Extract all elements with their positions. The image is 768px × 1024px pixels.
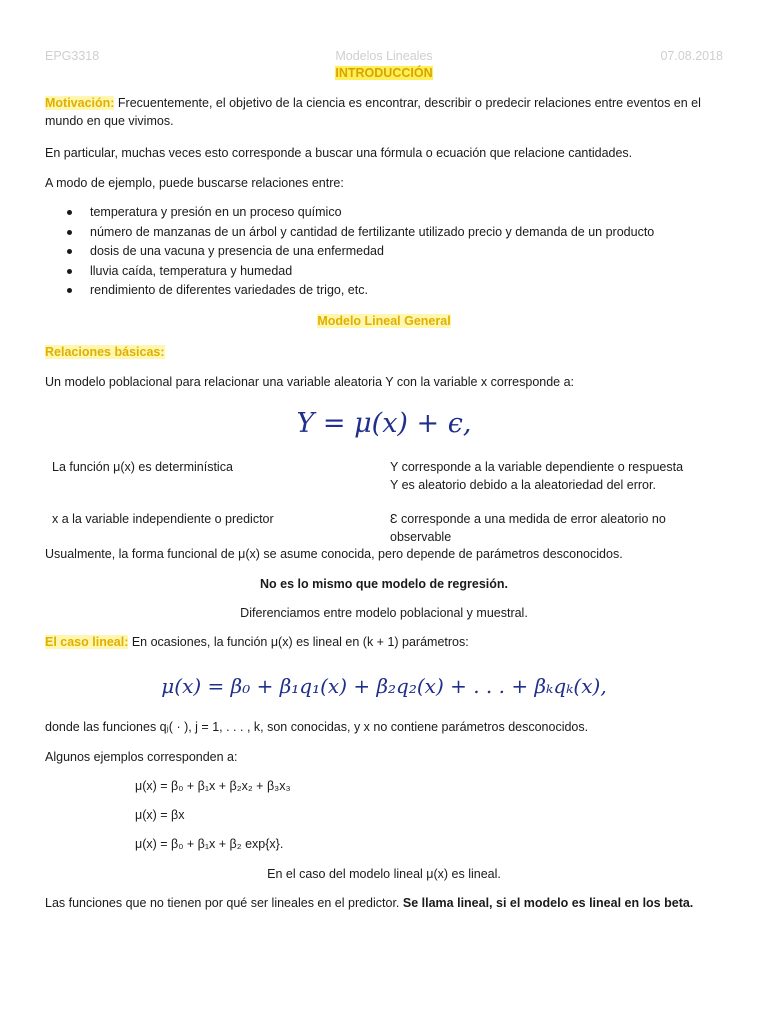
model-paragraph: Un modelo poblacional para relacionar una variable aleatoria Y con la variable x corresponde a: xyxy=(45,375,575,389)
motivation-label: Motivación: xyxy=(45,96,115,110)
some-examples-paragraph: Algunos ejemplos corresponden a: xyxy=(45,750,238,764)
page-title: INTRODUCCIÓN xyxy=(335,66,433,80)
table-r1-right-a: Y corresponde a la variable dependiente o respuesta xyxy=(390,460,684,474)
table-r2-right-b: observable xyxy=(390,530,452,545)
formula-linear-model: μ(x) = β₀ + β₁q₁(x) + β₂q₂(x) + . . . + βₖqₖ(x), xyxy=(161,674,607,698)
table-r2-right-a: Ɛ corresponde a una medida de error aleatorio no xyxy=(390,512,666,526)
final-normal-text: Las funciones que no tienen por qué ser lineales en el predictor. xyxy=(45,896,403,910)
formula-population-model: Y = μ(x) + ϵ, xyxy=(296,408,472,439)
regression-note xyxy=(45,575,723,593)
table-r1-left: La función μ(x) es determinística xyxy=(52,460,233,474)
motivation-paragraph xyxy=(45,94,723,130)
header-date: 07.08.2018 xyxy=(660,49,723,63)
list-item: temperatura y presión en un proceso químico xyxy=(45,203,654,223)
table-r1-right-b: Y es aleatorio debido a la aleatoriedad del error. xyxy=(390,478,656,493)
table-r2-left: x a la variable independiente o predictor xyxy=(52,512,274,526)
usually-paragraph: Usualmente, la forma funcional de μ(x) se asume conocida, pero depende de parámetros desconocidos. xyxy=(45,547,623,561)
section-title: Modelo Lineal General xyxy=(317,314,451,328)
table-r2-right xyxy=(390,510,720,546)
course-code: EPG3318 xyxy=(45,49,100,63)
course-name: Modelos Lineales xyxy=(335,49,433,63)
page-header xyxy=(45,47,723,65)
final-paragraph xyxy=(45,894,723,912)
relations-heading-line xyxy=(45,343,723,361)
linear-case-paragraph xyxy=(45,633,723,651)
differentiate-paragraph: Diferenciamos entre modelo poblacional y muestral. xyxy=(240,606,528,620)
list-item: dosis de una vacuna y presencia de una enfermedad xyxy=(45,242,654,262)
relations-label: Relaciones básicas: xyxy=(45,345,165,359)
example-intro-paragraph: A modo de ejemplo, puede buscarse relaciones entre: xyxy=(45,176,344,190)
example-equation: μ(x) = β₀ + β₁x + β₂ exp{x}. xyxy=(135,837,284,851)
list-item: número de manzanas de un árbol y cantidad de fertilizante utilizado precio y demanda de un producto xyxy=(45,223,654,243)
list-item: rendimiento de diferentes variedades de trigo, etc. xyxy=(45,281,654,301)
where-paragraph: donde las funciones qⱼ( · ), j = 1, . . . , k, son conocidas, y x no contiene parámetros desconocidos. xyxy=(45,720,589,734)
linear-case-note: En el caso del modelo lineal μ(x) es lineal. xyxy=(267,867,501,881)
example-equation: μ(x) = β₀ + β₁x + β₂x₂ + β₃x₃ xyxy=(135,779,291,793)
examples-bullet-list xyxy=(45,203,654,301)
final-bold-text: Se llama lineal, si el modelo es lineal en los beta. xyxy=(402,896,694,910)
table-r1-right xyxy=(390,458,720,494)
example-equation: μ(x) = βx xyxy=(135,808,185,822)
regression-bold-text: No es lo mismo que modelo de regresión. xyxy=(260,577,508,591)
section-title-line xyxy=(45,312,723,330)
title-line xyxy=(45,64,723,82)
linear-case-text: En ocasiones, la función μ(x) es lineal en (k + 1) parámetros: xyxy=(128,635,469,649)
particular-paragraph: En particular, muchas veces esto corresponde a buscar una fórmula o ecuación que relacione cantidades. xyxy=(45,146,633,160)
linear-case-label: El caso lineal: xyxy=(45,635,129,649)
motivation-text: Frecuentemente, el objetivo de la ciencia es encontrar, describir o predecir relaciones entre eventos en el mundo en que vivimos. xyxy=(45,96,701,129)
list-item: lluvia caída, temperatura y humedad xyxy=(45,262,654,282)
